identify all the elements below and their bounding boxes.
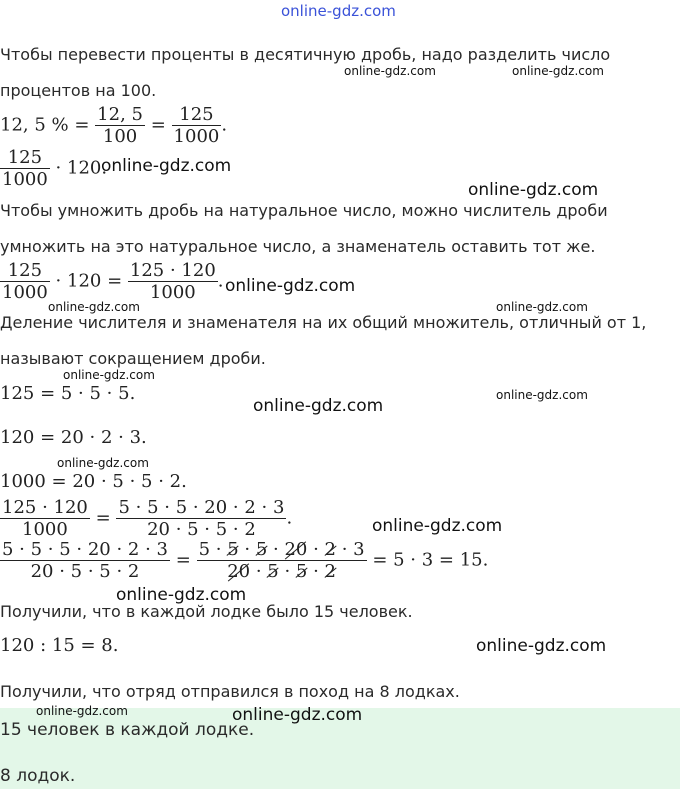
factorization-125: 125 = 5 · 5 · 5. xyxy=(0,383,136,404)
answer-line-1: 15 человек в каждой лодке. xyxy=(0,720,255,740)
fraction: $\frac{125 \cdot 120}{1000}$ xyxy=(129,260,216,303)
rule-text-line-3: Чтобы умножить дробь на натуральное число, можно числитель дроби xyxy=(0,201,608,220)
rule-text-line-4: умножить на это натуральное число, а знаменатель оставить тот же. xyxy=(0,237,596,256)
expression-fraction-times-120: $\frac{125}{1000}$ · 120. xyxy=(2,147,108,190)
answer-line-2: 8 лодок. xyxy=(0,766,76,786)
watermark: online-gdz.com xyxy=(512,64,604,78)
fraction: $\frac{5 \cdot 5 \cdot 5 \cdot 20 \cdot 2 \cdot 3}{20 \cdot 5 \cdot 5 \cdot 2}$ xyxy=(118,497,285,540)
watermark: online-gdz.com xyxy=(468,180,599,200)
fraction-cancelled: $\frac{5 \cdot 5 \cdot 5 \cdot 20 \cdot 2 \cdot 3}{20 \cdot 5 \cdot 5 \cdot 2}$ xyxy=(198,539,365,582)
equation-substitute-factors: $\frac{125 \cdot 120}{1000}$ = $\frac{5 \cdot 5 \cdot 5 \cdot 20 \cdot 2 \cdot 3}{20 \cdot 5 \cdot 5 \cdot 2}$ . xyxy=(2,497,293,540)
watermark: online-gdz.com xyxy=(116,585,247,605)
watermark: online-gdz.com xyxy=(232,705,363,725)
watermark: online-gdz.com xyxy=(101,156,232,176)
watermark: online-gdz.com xyxy=(253,396,384,416)
fraction: $\frac{125 \cdot 120}{1000}$ xyxy=(2,497,88,540)
rule-text-line-6: называют сокращением дроби. xyxy=(0,349,266,368)
result-text-1: Получили, что в каждой лодке было 15 человек. xyxy=(0,602,413,621)
equation-lhs: 12, 5 % = xyxy=(0,114,90,136)
watermark: online-gdz.com xyxy=(476,636,607,656)
fraction: $\frac{125}{1000}$ xyxy=(173,104,220,147)
rule-text-line-1: Чтобы перевести проценты в десятичную дробь, надо разделить число xyxy=(0,45,611,64)
watermark: online-gdz.com xyxy=(344,64,436,78)
watermark: online-gdz.com xyxy=(225,276,356,296)
fraction: $\frac{12, 5}{100}$ xyxy=(97,104,143,147)
watermark: online-gdz.com xyxy=(496,388,588,402)
equation-cancellation: $\frac{5 \cdot 5 \cdot 5 \cdot 20 \cdot 2 \cdot 3}{20 \cdot 5 \cdot 5 \cdot 2}$ = $\frac{5 \cdot 5 \cdot 5 \cdot 20 \cdot 2 \cdot 3}{20 \cdot 5 \cdot 5 \cdot 2}$ = 5 · 3 = 15. xyxy=(2,539,489,582)
watermark: online-gdz.com xyxy=(57,456,149,470)
watermark: online-gdz.com xyxy=(496,300,588,314)
equation-percent-to-fraction: 12, 5 % = $\frac{12, 5}{100}$ = $\frac{125}{1000}$ . xyxy=(0,104,228,147)
rule-text-line-2: процентов на 100. xyxy=(0,81,157,100)
rule-text-line-5: Деление числителя и знаменателя на их общий множитель, отличный от 1, xyxy=(0,313,647,332)
watermark: online-gdz.com xyxy=(372,516,503,536)
watermark: online-gdz.com xyxy=(36,704,128,718)
top-watermark: online-gdz.com xyxy=(281,2,396,20)
fraction: $\frac{125}{1000}$ xyxy=(2,260,48,303)
fraction: $\frac{125}{1000}$ xyxy=(2,147,48,190)
fraction: $\frac{5 \cdot 5 \cdot 5 \cdot 20 \cdot 2 \cdot 3}{20 \cdot 5 \cdot 5 \cdot 2}$ xyxy=(2,539,168,582)
equation-multiply-fraction: $\frac{125}{1000}$ · 120 = $\frac{125 \cdot 120}{1000}$ . xyxy=(2,260,224,303)
factorization-120: 120 = 20 · 2 · 3. xyxy=(0,427,147,448)
factorization-1000: 1000 = 20 · 5 · 5 · 2. xyxy=(0,471,187,492)
watermark: online-gdz.com xyxy=(63,368,155,382)
result-text-2: Получили, что отряд отправился в поход на 8 лодках. xyxy=(0,682,460,701)
watermark: online-gdz.com xyxy=(48,300,140,314)
division-equation: 120 : 15 = 8. xyxy=(0,635,119,656)
